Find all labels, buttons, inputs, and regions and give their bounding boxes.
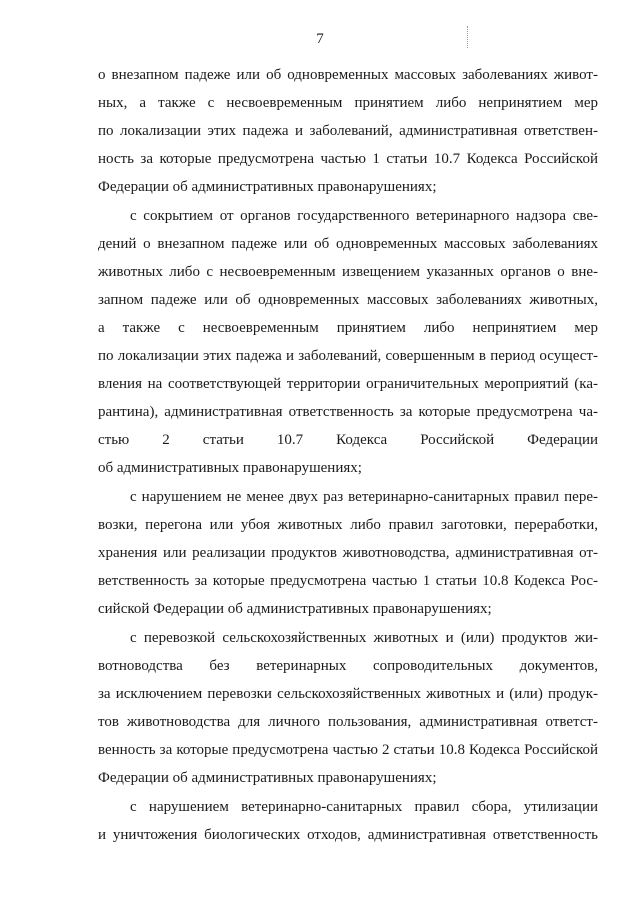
text-line: об административных правонарушениях; [98,460,362,476]
text-line: о внезапном падеже или об одновременных массовых заболеваниях живот- [98,67,598,83]
text-line: запном падеже или об одновременных массовых заболеваниях животных, [98,292,598,308]
text-line: хранения или реализации продуктов животноводства, административная от- [98,545,598,561]
text-line: Федерации об административных правонарушениях; [98,770,437,786]
text-line: возки, перегона или убоя животных либо правил заготовки, переработки, [98,517,598,533]
text-line: ветственность за которые предусмотрена частью 1 статьи 10.8 Кодекса Рос- [98,573,598,589]
text-line: с сокрытием от органов государственного ветеринарного надзора све- [130,208,598,224]
text-line: вления на соответствующей территории ограничительных мероприятий (ка- [98,376,598,392]
text-line: ность за которые предусмотрена частью 1 статьи 10.7 Кодекса Российской [98,151,598,167]
text-line: вотноводства без ветеринарных сопроводительных документов, [98,658,598,674]
text-line: по локализации этих падежа и заболеваний, административная ответствен- [98,123,598,139]
text-line: тов животноводства для личного пользования, административная ответст- [98,714,598,730]
page-number: 7 [316,31,324,47]
text-line: а также с несвоевременным принятием либо непринятием мер [98,320,598,336]
text-line: за исключением перевозки сельскохозяйственных животных и (или) продук- [98,686,598,702]
text-line: животных либо с несвоевременным извещением указанных органов о вне- [98,264,598,280]
text-line: и уничтожения биологических отходов, административная ответственность [98,827,598,843]
text-line: с нарушением не менее двух раз ветеринарно-санитарных правил пере- [130,489,598,505]
margin-mark [467,26,469,48]
text-line: рантина), административная ответственность за которые предусмотрена ча- [98,404,598,420]
text-line: с нарушением ветеринарно-санитарных правил сбора, утилизации [130,799,598,815]
text-line: венность за которые предусмотрена частью 2 статьи 10.8 Кодекса Российской [98,742,598,758]
text-line: стью 2 статьи 10.7 Кодекса Российской Федерации [98,432,598,448]
text-line: Федерации об административных правонарушениях; [98,179,437,195]
text-line: с перевозкой сельскохозяйственных животных и (или) продуктов жи- [130,630,598,646]
text-line: дений о внезапном падеже или об одновременных массовых заболеваниях [98,236,598,252]
text-line: сийской Федерации об административных правонарушениях; [98,601,492,617]
text-line: ных, а также с несвоевременным принятием либо непринятием мер [98,95,598,111]
text-line: по локализации этих падежа и заболеваний, совершенным в период осущест- [98,348,598,364]
